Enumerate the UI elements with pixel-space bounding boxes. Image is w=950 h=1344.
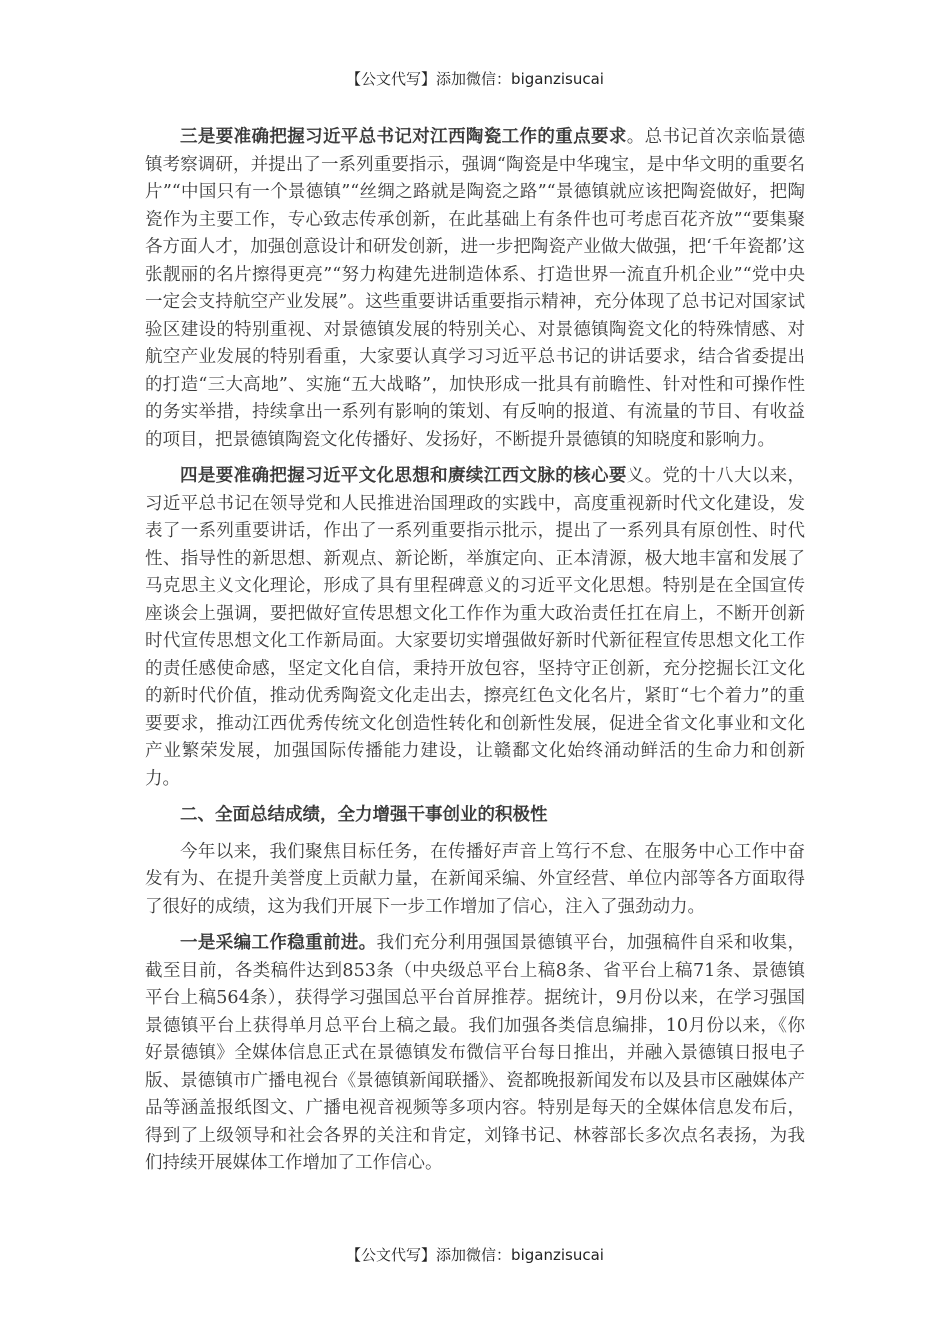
paragraph-lead: 一是采编工作稳重前进。: [180, 933, 377, 953]
paragraph-achievements-intro: [145, 839, 805, 922]
paragraph-text: 今年以来，我们聚焦目标任务，在传播好声音上笃行不怠、在服务中心工作中奋发有为、在提升美誉度上贡献力量，在新闻采编、外宣经营、单位内部等各方面取得了很好的成绩，这为我们开展下一步工作增加了信心，注入了强劲动力。: [145, 841, 805, 917]
paragraph-text: 义。党的十八大以来，习近平总书记在领导党和人民推进治国理政的实践中，高度重视新时代文化建设，发表了一系列重要讲话，作出了一系列重要指示批示，提出了一系列具有原创性、时代性、指导性的新思想、新观点、新论断，举旗定向、正本清源，极大地丰富和发展了马克思主义文化理论，形成了具有里程碑意义的习近平文化思想。特别是在全国宣传座谈会上强调，要把做好宣传思想文化工作作为重大政治责任扛在肩上，不断开创新时代宣传思想文化工作新局面。大家要切实增强做好新时代新征程宣传思想文化工作的责任感使命感，坚定文化自信，秉持开放包容，坚持守正创新，充分挖掘长江文化的新时代价值，推动优秀陶瓷文化走出去，擦亮红色文化名片，紧盯“七个着力”的重要要求，推动江西优秀传统文化创造性转化和创新性发展，促进全省文化事业和文化产业繁荣发展，加强国际传播能力建设，让赣鄱文化始终涌动鲜活的生命力和创新力。: [145, 466, 806, 789]
paragraph-key-requirements-ceramics: [145, 124, 805, 454]
paragraph-lead: 四是要准确把握习近平文化思想和赓续江西文脉的核心要: [180, 466, 627, 486]
paragraph-text: 。总书记首次亲临景德镇考察调研，并提出了一系列重要指示，强调“陶瓷是中华瑰宝，是中华文明的重要名片”“中国只有一个景德镇”“丝绸之路就是陶瓷之路”“景德镇就应该把陶瓷做好，把陶瓷作为主要工作，专心致志传承创新，在此基础上有条件也可考虑百花齐放”“要集聚各方面人才，加强创意设计和研发创新，进一步把陶瓷产业做大做强，把‘千年瓷都’这张靓丽的名片擦得更亮”“努力构建先进制造体系、打造世界一流直升机企业”“党中央一定会支持航空产业发展”。这些重要讲话重要指示精神，充分体现了总书记对国家试验区建设的特别重视、对景德镇发展的特别关心、对景德镇陶瓷文化的特殊情感、对航空产业发展的特别看重，大家要认真学习习近平总书记的讲话要求，结合省委提出的打造“三大高地”、实施“五大战略”，加快形成一批具有前瞻性、针对性和可操作性的务实举措，持续拿出一系列有影响的策划、有反响的报道、有流量的节目、有收益的项目，把景德镇陶瓷文化传播好、发扬好，不断提升景德镇的知晓度和影响力。: [145, 127, 806, 450]
page-header: 【公文代写】添加微信：biganzisucai: [346, 70, 604, 88]
document-body: [145, 124, 805, 1187]
section-heading-2: 二、全面总结成绩，全力增强干事创业的积极性: [180, 805, 548, 825]
paragraph-cultural-thought: [145, 463, 805, 793]
paragraph-text: 我们充分利用强国景德镇平台，加强稿件自采和收集，截至目前，各类稿件达到853条（中央级总平台上稿8条、省平台上稿71条、景德镇平台上稿564条），获得学习强国总平台首屏推荐。据统计，9月份以来，在学习强国景德镇平台上获得单月总平台上稿之最。我们加强各类信息编排，10月份以来，《你好景德镇》全媒体信息正式在景德镇发布微信平台每日推出，并融入景德镇日报电子版、景德镇市广播电视台《景德镇新闻联播》、瓷都晚报新闻发布以及县市区融媒体产品等涵盖报纸图文、广播电视音视频等多项内容。特别是每天的全媒体信息发布后，得到了上级领导和社会各界的关注和肯定，刘锋书记、林蓉部长多次点名表扬，为我们持续开展媒体工作增加了工作信心。: [145, 933, 806, 1173]
paragraph-editorial-work: [145, 930, 805, 1178]
paragraph-lead: 三是要准确把握习近平总书记对江西陶瓷工作的重点要求: [180, 127, 627, 147]
page-footer: 【公文代写】添加微信：biganzisucai: [346, 1246, 604, 1264]
